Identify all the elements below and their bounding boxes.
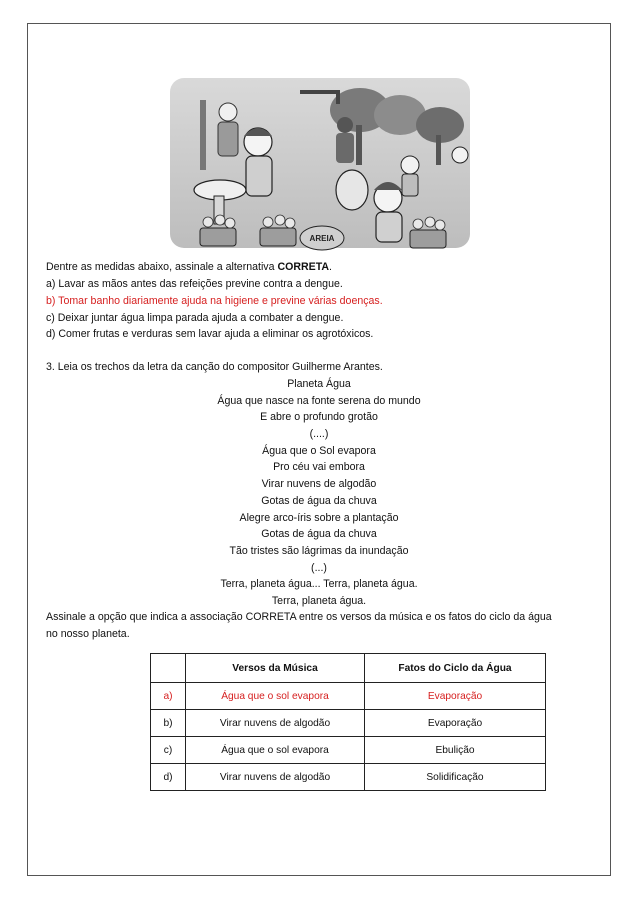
- poem: [0, 376, 638, 610]
- poem-line: (....): [309, 428, 329, 441]
- poem-line: Gotas de água da chuva: [261, 528, 377, 541]
- question2-option-d: d) Comer frutas e verduras sem lavar ajuda a eliminar os agrotóxicos.: [46, 328, 374, 340]
- poem-line: Água que o Sol evapora: [262, 444, 376, 457]
- poem-line: Terra, planeta água.: [271, 594, 367, 607]
- table-header-verse: Versos da Música: [186, 654, 365, 683]
- poem-line: Tão tristes são lágrimas da inundação: [229, 544, 409, 557]
- question3-instruction-line1: Assinale a opção que indica a associação CORRETA entre os versos da música e os fatos do ciclo da água: [46, 611, 552, 623]
- answer-table: [150, 653, 546, 791]
- table-header-fact: Fatos do Ciclo da Água: [365, 654, 546, 683]
- question2-option-a: a) Lavar as mãos antes das refeições previne contra a dengue.: [46, 278, 343, 290]
- sand-bag-label: AREIA: [309, 234, 335, 243]
- row-fact: Evaporação: [365, 683, 546, 710]
- row-letter: c): [151, 737, 186, 764]
- poem-line: Gotas de água da chuva: [261, 494, 377, 507]
- poem-line: Água que nasce na fonte serena do mundo: [217, 394, 421, 407]
- row-fact: Solidificação: [365, 764, 546, 791]
- question3-intro: 3. Leia os trechos da letra da canção do compositor Guilherme Arantes.: [46, 361, 383, 373]
- table-row: [151, 764, 546, 791]
- question2-option-c: c) Deixar juntar água limpa parada ajuda a combater a dengue.: [46, 312, 344, 324]
- poem-line: Planeta Água: [287, 378, 351, 390]
- row-verse: Virar nuvens de algodão: [186, 764, 365, 791]
- row-letter: d): [151, 764, 186, 791]
- row-fact: Evaporação: [365, 710, 546, 737]
- table-row: [151, 683, 546, 710]
- row-verse: Água que o sol evapora: [186, 737, 365, 764]
- table-header-letter: [151, 654, 186, 683]
- poem-line: E abre o profundo grotão: [260, 411, 378, 424]
- poem-line: Virar nuvens de algodão: [261, 478, 377, 491]
- question2-prompt: Dentre as medidas abaixo, assinale a alternativa CORRETA.: [46, 261, 332, 273]
- poem-line: Pro céu vai embora: [273, 461, 365, 474]
- hygiene-illustration: [160, 70, 480, 260]
- table-header-row: [151, 654, 546, 683]
- poem-line: Alegre arco-íris sobre a plantação: [239, 511, 399, 524]
- row-letter: a): [151, 683, 186, 710]
- row-letter: b): [151, 710, 186, 737]
- poem-line: (...): [311, 561, 327, 574]
- row-fact: Ebulição: [365, 737, 546, 764]
- table-row: [151, 710, 546, 737]
- poem-line: Terra, planeta água... Terra, planeta água.: [220, 578, 418, 591]
- row-verse: Virar nuvens de algodão: [186, 710, 365, 737]
- table-row: [151, 737, 546, 764]
- question3-instruction-line2: no nosso planeta.: [46, 628, 130, 640]
- question2-option-b: b) Tomar banho diariamente ajuda na higiene e previne várias doenças.: [46, 295, 383, 307]
- row-verse: Água que o sol evapora: [186, 683, 365, 710]
